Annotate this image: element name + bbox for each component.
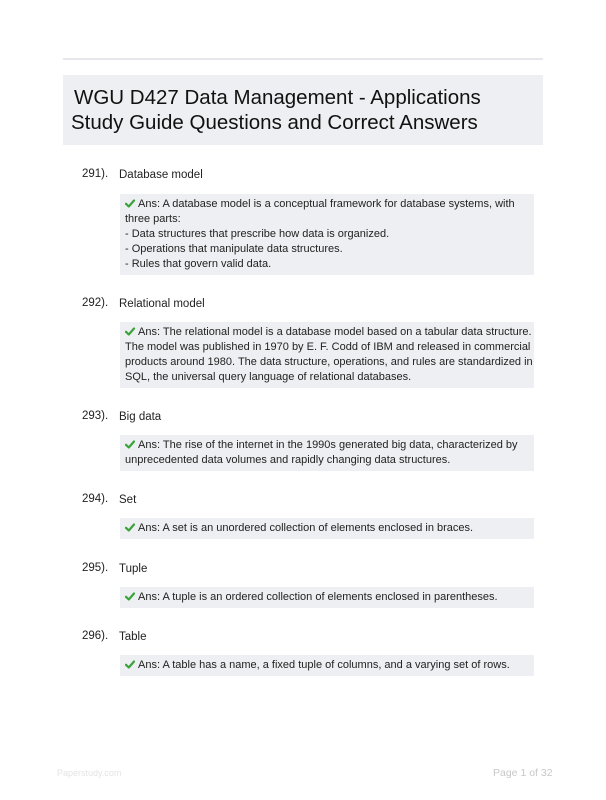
page-indicator: Page 1 of 32 <box>493 767 553 779</box>
check-icon <box>125 199 135 208</box>
answer-box <box>120 655 534 676</box>
page-title-line-2: Study Guide Questions and Correct Answers <box>71 111 478 134</box>
question-term: Set <box>119 494 137 506</box>
question-term: Relational model <box>119 298 205 310</box>
answer-box <box>120 518 534 539</box>
question-number: 292). <box>82 297 109 309</box>
answer-box <box>120 322 534 388</box>
question-term: Tuple <box>119 563 148 575</box>
answer-line: Ans: A table has a name, a fixed tuple of columns, and a varying set of rows. <box>138 659 510 671</box>
answer-line: The model was published in 1970 by E. F. Codd of IBM and released in commercial <box>125 341 531 353</box>
answer-line: products around 1980. The data structure, operations, and rules are standardized in <box>125 356 533 368</box>
check-icon <box>125 440 135 449</box>
question-number: 291). <box>82 168 109 180</box>
question-number: 296). <box>82 630 109 642</box>
check-icon <box>125 523 135 532</box>
check-icon <box>125 592 135 601</box>
question-term: Table <box>119 631 147 643</box>
answer-box <box>120 435 534 471</box>
answer-line: Ans: A set is an unordered collection of elements enclosed in braces. <box>138 522 474 534</box>
header-rule <box>63 58 543 60</box>
answer-line: Ans: A tuple is an ordered collection of elements enclosed in parentheses. <box>138 591 498 603</box>
answer-line: Ans: A database model is a conceptual framework for database systems, with <box>138 198 515 210</box>
answer-line: SQL, the universal query language of relational databases. <box>125 371 412 383</box>
question-number: 295). <box>82 562 109 574</box>
page-title-line-1: WGU D427 Data Management - Applications <box>74 86 481 109</box>
answer-box <box>120 194 534 275</box>
answer-line: - Data structures that prescribe how data is organized. <box>125 228 390 240</box>
question-term: Big data <box>119 411 162 423</box>
question-term: Database model <box>119 169 203 181</box>
answer-line: three parts: <box>125 213 181 225</box>
answer-line: - Operations that manipulate data structures. <box>125 243 343 255</box>
question-number: 293). <box>82 410 109 422</box>
check-icon <box>125 327 135 336</box>
answer-line: Ans: The relational model is a database model based on a tabular data structure. <box>138 326 532 338</box>
answer-box <box>120 587 534 608</box>
answer-line: Ans: The rise of the internet in the 1990s generated big data, characterized by <box>138 439 518 451</box>
answer-line: - Rules that govern valid data. <box>125 258 272 270</box>
footer-watermark: Paperstudy.com <box>57 768 122 778</box>
check-icon <box>125 660 135 669</box>
question-number: 294). <box>82 493 109 505</box>
answer-line: unprecedented data volumes and rapidly changing data structures. <box>125 454 451 466</box>
title-block <box>63 75 543 145</box>
